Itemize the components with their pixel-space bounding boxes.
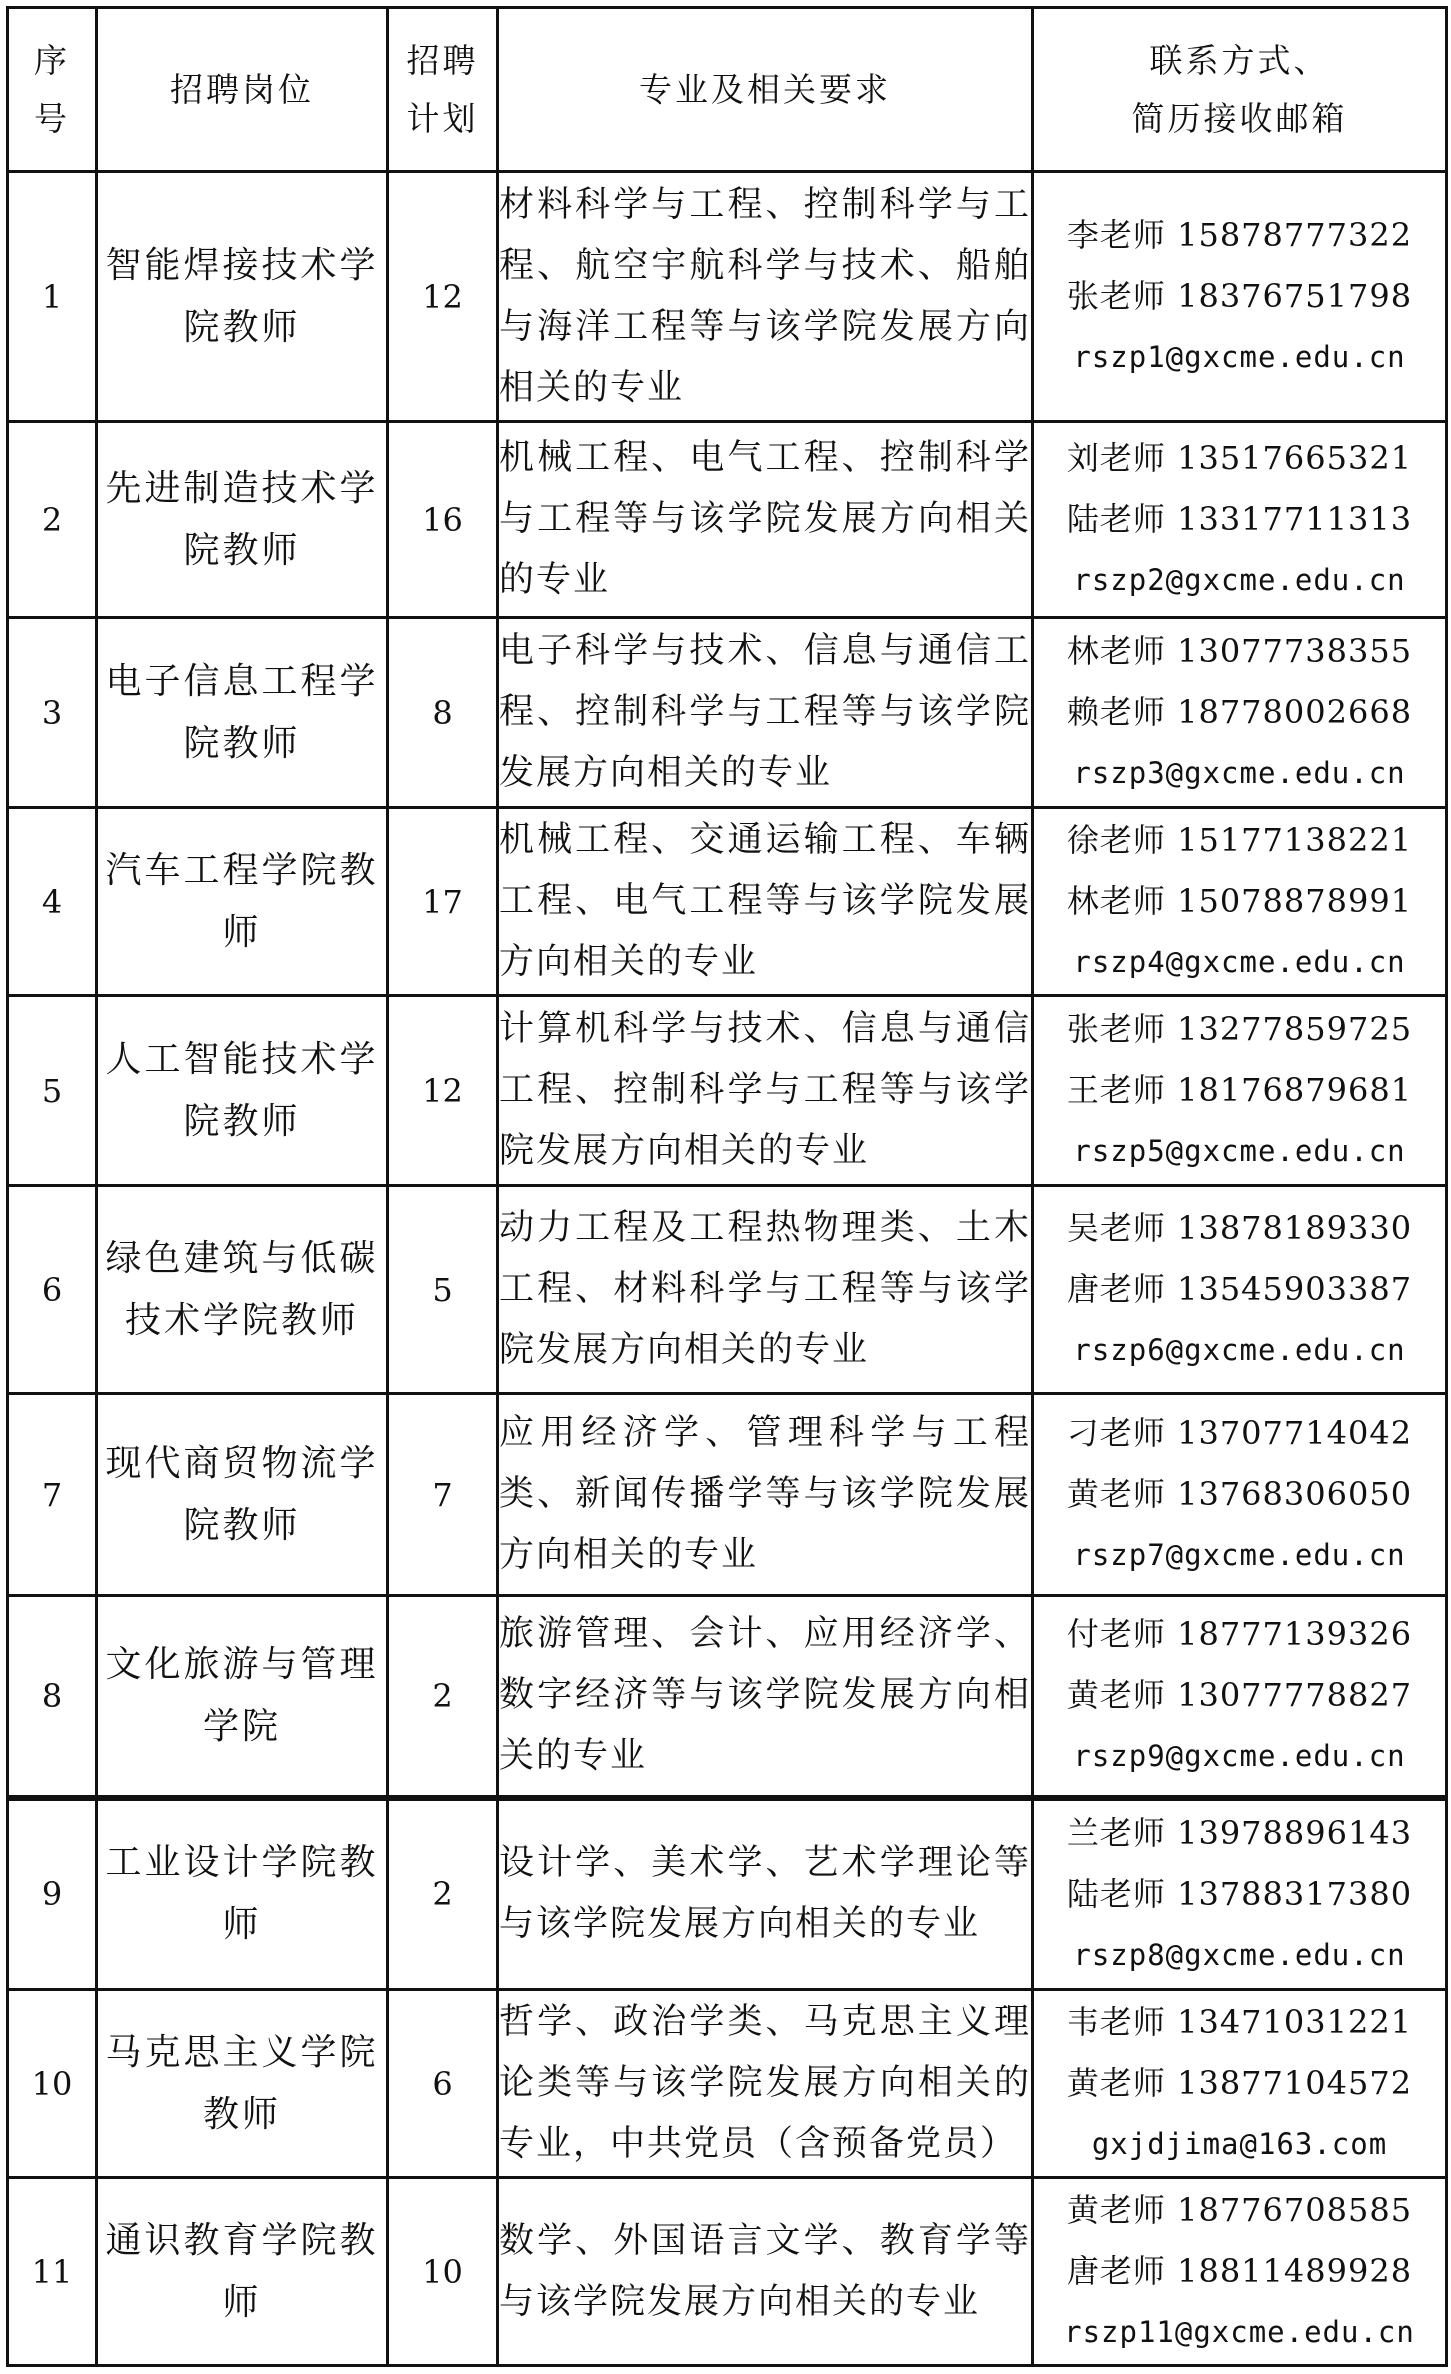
contact-cell bbox=[1033, 996, 1447, 1186]
contact-phone: 陆老师 13788317380 bbox=[1066, 1874, 1413, 1913]
requirements-text: 设计学、美术学、艺术学理论等与该学院发展方向相关的专业 bbox=[498, 1798, 1033, 1990]
contact-cell bbox=[1033, 422, 1447, 618]
hiring-count: 8 bbox=[388, 618, 498, 808]
contact-phone: 王老师 18176879681 bbox=[1066, 1071, 1413, 1109]
hiring-count: 17 bbox=[388, 808, 498, 996]
table-row bbox=[8, 618, 1447, 808]
hiring-count: 6 bbox=[388, 1990, 498, 2178]
contact-phone: 张老师 13277859725 bbox=[1066, 1010, 1413, 1048]
contact-phone: 林老师 13077738355 bbox=[1066, 632, 1413, 670]
contact-cell bbox=[1033, 1990, 1447, 2178]
table-row bbox=[8, 172, 1447, 422]
hiring-count: 5 bbox=[388, 1186, 498, 1394]
position-name: 现代商贸物流学院教师 bbox=[97, 1394, 388, 1596]
serial-number: 3 bbox=[8, 618, 97, 808]
serial-number: 10 bbox=[8, 1990, 97, 2178]
position-name: 汽车工程学院教师 bbox=[97, 808, 388, 996]
hiring-count: 12 bbox=[388, 172, 498, 422]
contact-email[interactable]: rszp6@gxcme.edu.cn bbox=[1073, 1333, 1406, 1367]
contact-phone: 黄老师 18776708585 bbox=[1066, 2191, 1413, 2229]
serial-number: 1 bbox=[8, 172, 97, 422]
position-name: 工业设计学院教师 bbox=[97, 1798, 388, 1990]
contact-phone: 唐老师 18811489928 bbox=[1066, 2252, 1413, 2290]
table-row bbox=[8, 808, 1447, 996]
hiring-count: 2 bbox=[388, 1596, 498, 1798]
position-name: 马克思主义学院教师 bbox=[97, 1990, 388, 2178]
contact-email[interactable]: rszp1@gxcme.edu.cn bbox=[1073, 340, 1406, 374]
table-header-row bbox=[8, 8, 1447, 172]
contact-phone: 刁老师 13707714042 bbox=[1066, 1414, 1413, 1452]
position-name: 绿色建筑与低碳技术学院教师 bbox=[97, 1186, 388, 1394]
table-row bbox=[8, 1798, 1447, 1990]
contact-phone: 林老师 15078878991 bbox=[1066, 882, 1413, 920]
contact-phone: 刘老师 13517665321 bbox=[1066, 439, 1413, 477]
contact-phone: 张老师 18376751798 bbox=[1066, 277, 1413, 315]
contact-email[interactable]: rszp9@gxcme.edu.cn bbox=[1073, 1739, 1406, 1774]
document-page bbox=[6, 6, 1445, 2367]
contact-cell bbox=[1033, 618, 1447, 808]
contact-cell bbox=[1033, 1596, 1447, 1798]
contact-phone: 黄老师 13768306050 bbox=[1066, 1475, 1413, 1513]
contact-email[interactable]: rszp11@gxcme.edu.cn bbox=[1064, 2315, 1415, 2349]
table-row bbox=[8, 422, 1447, 618]
contact-cell bbox=[1033, 1394, 1447, 1596]
contact-cell bbox=[1033, 172, 1447, 422]
contact-cell bbox=[1033, 2178, 1447, 2366]
serial-number: 5 bbox=[8, 996, 97, 1186]
hiring-count: 12 bbox=[388, 996, 498, 1186]
position-name: 先进制造技术学院教师 bbox=[97, 422, 388, 618]
header-position: 招聘岗位 bbox=[97, 8, 388, 172]
requirements-text: 应用经济学、管理科学与工程类、新闻传播学等与该学院发展方向相关的专业 bbox=[498, 1394, 1033, 1596]
contact-phone: 李老师 15878777322 bbox=[1066, 216, 1413, 254]
requirements-text: 材料科学与工程、控制科学与工程、航空宇航科学与技术、船舶与海洋工程等与该学院发展方向相关的专业 bbox=[498, 172, 1033, 422]
table-row bbox=[8, 1990, 1447, 2178]
contact-cell bbox=[1033, 1186, 1447, 1394]
serial-number: 4 bbox=[8, 808, 97, 996]
position-name: 电子信息工程学院教师 bbox=[97, 618, 388, 808]
position-name: 通识教育学院教师 bbox=[97, 2178, 388, 2366]
contact-phone: 赖老师 18778002668 bbox=[1066, 693, 1413, 731]
contact-email[interactable]: rszp4@gxcme.edu.cn bbox=[1073, 945, 1406, 979]
table-row bbox=[8, 1186, 1447, 1394]
position-name: 文化旅游与管理学院 bbox=[97, 1596, 388, 1798]
header-serial-number: 序 号 bbox=[8, 8, 97, 172]
contact-phone: 陆老师 13317711313 bbox=[1066, 500, 1413, 538]
table-row bbox=[8, 2178, 1447, 2366]
requirements-text: 电子科学与技术、信息与通信工程、控制科学与工程等与该学院发展方向相关的专业 bbox=[498, 618, 1033, 808]
serial-number: 6 bbox=[8, 1186, 97, 1394]
header-plan: 招聘 计划 bbox=[388, 8, 498, 172]
contact-email[interactable]: rszp5@gxcme.edu.cn bbox=[1073, 1134, 1406, 1168]
serial-number: 2 bbox=[8, 422, 97, 618]
contact-phone: 唐老师 13545903387 bbox=[1066, 1270, 1413, 1308]
contact-email[interactable]: rszp3@gxcme.edu.cn bbox=[1073, 756, 1406, 790]
position-name: 人工智能技术学院教师 bbox=[97, 996, 388, 1186]
contact-email[interactable]: rszp7@gxcme.edu.cn bbox=[1073, 1538, 1406, 1572]
serial-number: 8 bbox=[8, 1596, 97, 1798]
serial-number: 7 bbox=[8, 1394, 97, 1596]
requirements-text: 动力工程及工程热物理类、土木工程、材料科学与工程等与该学院发展方向相关的专业 bbox=[498, 1186, 1033, 1394]
requirements-text: 计算机科学与技术、信息与通信工程、控制科学与工程等与该学院发展方向相关的专业 bbox=[498, 996, 1033, 1186]
contact-email[interactable]: rszp8@gxcme.edu.cn bbox=[1073, 1937, 1406, 1972]
table-row bbox=[8, 1596, 1447, 1798]
table-row bbox=[8, 1394, 1447, 1596]
contact-email[interactable]: gxjdjima@163.com bbox=[1091, 2127, 1388, 2161]
requirements-text: 旅游管理、会计、应用经济学、数字经济等与该学院发展方向相关的专业 bbox=[498, 1596, 1033, 1798]
recruitment-table bbox=[6, 6, 1448, 2367]
contact-phone: 黄老师 13877104572 bbox=[1066, 2064, 1413, 2102]
contact-phone: 徐老师 15177138221 bbox=[1066, 821, 1413, 859]
contact-email[interactable]: rszp2@gxcme.edu.cn bbox=[1073, 563, 1406, 597]
serial-number: 9 bbox=[8, 1798, 97, 1990]
contact-cell bbox=[1033, 1798, 1447, 1990]
hiring-count: 10 bbox=[388, 2178, 498, 2366]
requirements-text: 机械工程、电气工程、控制科学与工程等与该学院发展方向相关的专业 bbox=[498, 422, 1033, 618]
contact-phone: 韦老师 13471031221 bbox=[1066, 2003, 1413, 2041]
contact-phone: 黄老师 13077778827 bbox=[1066, 1676, 1413, 1715]
contact-cell bbox=[1033, 808, 1447, 996]
hiring-count: 2 bbox=[388, 1798, 498, 1990]
requirements-text: 机械工程、交通运输工程、车辆工程、电气工程等与该学院发展方向相关的专业 bbox=[498, 808, 1033, 996]
position-name: 智能焊接技术学院教师 bbox=[97, 172, 388, 422]
contact-phone: 付老师 18777139326 bbox=[1066, 1615, 1413, 1654]
header-requirements: 专业及相关要求 bbox=[498, 8, 1033, 172]
hiring-count: 16 bbox=[388, 422, 498, 618]
table-row bbox=[8, 996, 1447, 1186]
hiring-count: 7 bbox=[388, 1394, 498, 1596]
serial-number: 11 bbox=[8, 2178, 97, 2366]
header-contact: 联系方式、 简历接收邮箱 bbox=[1033, 8, 1447, 172]
requirements-text: 哲学、政治学类、马克思主义理论类等与该学院发展方向相关的专业，中共党员（含预备党员） bbox=[498, 1990, 1033, 2178]
contact-phone: 兰老师 13978896143 bbox=[1066, 1813, 1413, 1852]
requirements-text: 数学、外国语言文学、教育学等与该学院发展方向相关的专业 bbox=[498, 2178, 1033, 2366]
contact-phone: 吴老师 13878189330 bbox=[1066, 1209, 1413, 1247]
